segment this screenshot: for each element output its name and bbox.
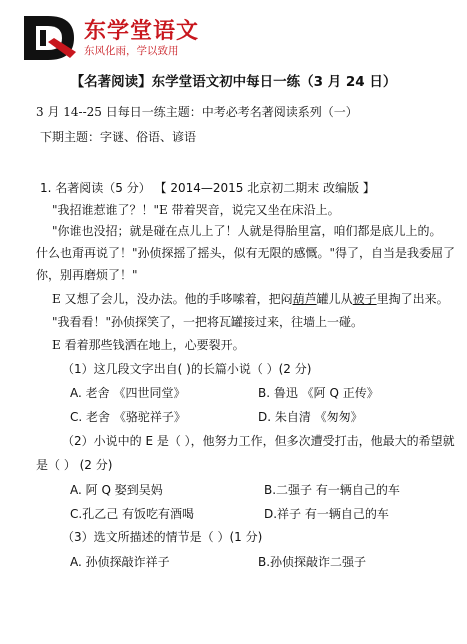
dx-logo-icon: [18, 12, 80, 64]
underlined-word: 葫芦: [292, 292, 317, 306]
option-b: B.孙侦探敲诈二强子: [258, 555, 367, 569]
passage-line: 你，别再磨烦了！": [36, 268, 138, 282]
passage-line: [52, 290, 449, 307]
passage-line: "你谁也没招；就是碰在点儿上了！人就是得胎里富，咱们都是底儿上的。: [52, 224, 442, 238]
option-c: C.孔乙己 有饭吃有酒喝: [70, 507, 195, 521]
passage-text: 里掏了出来。: [376, 292, 449, 306]
intro-theme: 3 月 14--25 日每日一练主题：中考必考名著阅读系列（一）: [36, 105, 358, 119]
brand-slogan: 东风化雨，学以致用: [84, 45, 179, 57]
option-b: B.二强子 有一辆自己的车: [264, 483, 400, 497]
subquestion-stem: （3）选文所描述的情节是（ ）(1 分): [62, 530, 263, 544]
option-a: A. 老舍 《四世同堂》: [70, 386, 186, 400]
option-d: D.祥子 有一辆自己的车: [264, 507, 389, 521]
passage-line: "我招谁惹谁了？！"E 带着哭音，说完又坐在床沿上。: [52, 203, 340, 217]
passage-text: 罐儿从: [316, 292, 353, 306]
option-b: B. 鲁迅 《阿 Q 正传》: [258, 386, 379, 400]
passage-line: "我看看！"孙侦探笑了，一把将瓦罐接过来，往墙上一碰。: [52, 315, 364, 329]
passage-text: E 又想了会儿，没办法。他的手哆嗦着，把闷: [52, 292, 293, 306]
subquestion-stem: （1）这几段文字出自( )的长篇小说（ ）(2 分): [62, 362, 312, 376]
passage-line: 什么也甭再说了！"孙侦探摇了摇头，似有无限的感慨。"得了，自当是我委屈了: [36, 246, 456, 260]
option-a: A. 阿 Q 娶到吴妈: [70, 483, 163, 497]
subquestion-stem: （2）小说中的 E 是（ ），他努力工作，但多次遭受打击，他最大的希望就: [62, 434, 455, 448]
intro-next-theme: 下期主题：字谜、俗语、谚语: [40, 130, 197, 144]
underlined-word: 被子: [352, 292, 377, 306]
passage-line: E 看着那些钱洒在地上，心要裂开。: [52, 338, 245, 352]
option-d: D. 朱自清 《匆匆》: [258, 410, 363, 424]
question-heading: 1. 名著阅读（5 分） 【 2014—2015 北京初二期末 改编版 】: [40, 181, 375, 195]
option-a: A. 孙侦探敲诈祥子: [70, 555, 170, 569]
option-c: C. 老舍 《骆驼祥子》: [70, 410, 186, 424]
subquestion-stem: 是（ ） (2 分): [36, 458, 113, 472]
page-title: 【名著阅读】东学堂语文初中每日一练（3 月 24 日）: [70, 74, 397, 90]
brand-name: 东学堂语文: [84, 19, 200, 44]
